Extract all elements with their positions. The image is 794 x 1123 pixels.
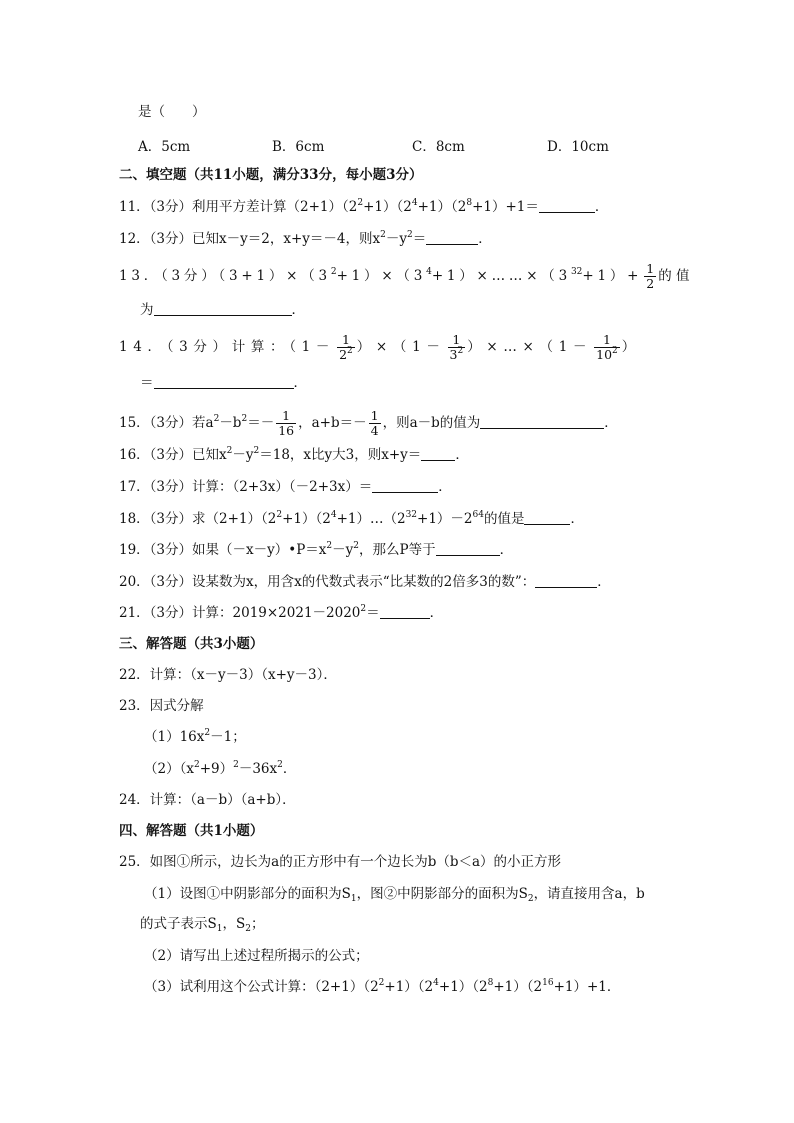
question-23-part-2: $(2)(x^2+9)^2-36x^2$． — [144, 760, 297, 777]
question-12: 12．（3分）已知x－y＝2，x+y＝－4，则$x^2-y^2=$ ． — [119, 230, 492, 247]
question-23: 23．因式分解 — [119, 698, 204, 714]
fraction-half: $\frac{1}{2}$ — [646, 261, 655, 291]
question-13: 13．（3分）$(3+1)\times(3^2+1)\times(3^4+1)\times\dots\dots\times(3^{32}+1)+$ $\frac{1}{2}$ 的 值 — [119, 261, 690, 291]
question-25: 25．如图①所示，边长为a的正方形中有一个边长为b（b＜a）的小正方形 — [119, 854, 562, 870]
section-2-title: 二、填空题（共11小题，满分33分，每小题3分） — [119, 167, 423, 183]
question-11: 11．（3分）利用平方差计算$(2+1)(2^2+1)(2^4+1)(2^8+1)+1=$ ． — [119, 198, 609, 215]
answer-blank[interactable] — [524, 511, 570, 525]
fraction-1-over-3sq: $\frac{1}{3^2}$ — [449, 332, 464, 362]
fraction-1-over-4: $\frac{1}{4}$ — [370, 408, 379, 438]
answer-blank[interactable] — [436, 542, 500, 556]
question-18: 18．（3分）求$(2+1)(2^2+1)(2^4+1)\dots(2^{32}+1)-2^{64}$的值是 ． — [119, 510, 584, 527]
question-14-line-2: ＝ ． — [140, 375, 307, 391]
section-3-title: 三、解答题（共3小题） — [119, 636, 264, 652]
question-19: 19．（3分）如果$(-x-y)•P=x^2-y^2$，那么P等于 ． — [119, 541, 514, 558]
question-17: 17．（3分）计算：（2+3x）（－2+3x）＝ ． — [119, 479, 452, 495]
q10-option-d: D．10cm — [547, 139, 609, 155]
answer-blank[interactable] — [480, 415, 604, 429]
answer-blank[interactable] — [421, 447, 455, 461]
answer-blank[interactable] — [372, 479, 438, 493]
question-21: 21．（3分）计算：$2019\times 2021-2020^2=$ ． — [119, 604, 444, 621]
q10-option-a: A．5cm — [138, 139, 191, 155]
question-24: 24．计算：（a－b）（a+b）． — [119, 792, 296, 808]
q10-option-c: C．8cm — [412, 139, 465, 155]
question-20: 20．（3分）设某数为x，用含x的代数式表示“比某数的2倍多3的数”： ． — [119, 574, 611, 590]
question-23-part-1: $(1)16x^2-1$； — [144, 728, 246, 745]
fraction-1-over-16: $\frac{1}{16}$ — [278, 408, 295, 438]
question-25-part-3: （3）试利用这个公式计算：$(2+1)(2^2+1)(2^4+1)(2^8+1)(2^{16}+1)+1$． — [144, 978, 621, 995]
answer-blank[interactable] — [535, 574, 597, 588]
q10-option-b: B．6cm — [272, 139, 325, 155]
question-25-part-1-line-2: 的式子表示$S_1$，$S_2$； — [140, 916, 265, 934]
section-4-title: 四、解答题（共1小题） — [119, 823, 264, 839]
q10-tail: 是（ ） — [138, 104, 206, 120]
answer-blank[interactable] — [154, 375, 294, 389]
answer-blank[interactable] — [380, 605, 430, 619]
answer-blank[interactable] — [154, 302, 292, 316]
question-25-part-1: （1）设图①中阴影部分的面积为$S_1$，图②中阴影部分的面积为$S_2$，请直接用含a，b — [144, 886, 645, 904]
question-25-part-2: （2）请写出上述过程所揭示的公式； — [144, 948, 369, 964]
question-13-line-2: 为 ． — [140, 302, 305, 318]
answer-blank[interactable] — [539, 199, 595, 213]
question-15: 15．（3分）若$a^2-b^2=-$ $\frac{1}{16}$ ，a+b＝－ $\frac{1}{4}$ ，则a－b的值为 ． — [119, 408, 618, 438]
answer-blank[interactable] — [426, 231, 478, 245]
fraction-1-over-2sq: $\frac{1}{2^2}$ — [339, 332, 353, 362]
question-14: 14．（3分）计算：（1－ $\frac{1}{2^2}$ ）×（1－ $\frac{1}{3^2}$ ）×…×（1－ $\frac{1}{10^2}$ ） — [119, 332, 636, 362]
question-22: 22．计算：（x－y－3）（x+y－3）． — [119, 667, 337, 683]
question-16: 16．（3分）已知$x^2-y^2=18$，x比y大3，则x+y＝ ． — [119, 446, 469, 463]
fraction-1-over-10sq: $\frac{1}{10^2}$ — [596, 332, 618, 362]
